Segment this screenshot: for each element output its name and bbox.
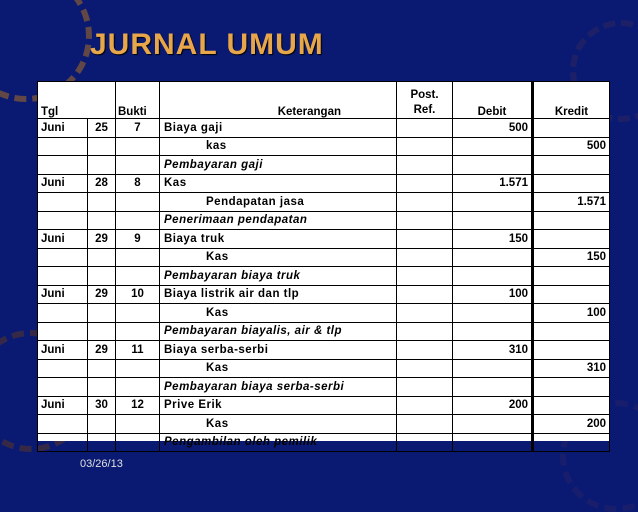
cell-debit: 150 [453, 230, 533, 249]
table-row [38, 211, 610, 230]
cell-bukti: 7 [116, 119, 160, 138]
table-row [38, 304, 610, 323]
cell-post-ref [397, 156, 453, 175]
cell-debit [453, 211, 533, 230]
table-row [38, 415, 610, 434]
table-row [38, 359, 610, 378]
cell-keterangan: Pembayaran biaya truk [160, 267, 397, 286]
cell-post-ref [397, 193, 453, 212]
cell-keterangan: Penerimaan pendapatan [160, 211, 397, 230]
cell-keterangan: Pembayaran biayalis, air & tlp [160, 322, 397, 341]
cell-keterangan: Biaya listrik air dan tlp [160, 285, 397, 304]
cell-kredit [533, 156, 610, 175]
table-row [38, 193, 610, 212]
cell-debit [453, 304, 533, 323]
cell-day [88, 322, 116, 341]
cell-debit: 100 [453, 285, 533, 304]
cell-day: 30 [88, 396, 116, 415]
cell-post-ref [397, 359, 453, 378]
cell-post-ref [397, 396, 453, 415]
cell-debit [453, 433, 533, 452]
cell-bukti [116, 304, 160, 323]
cell-kredit [533, 267, 610, 286]
cell-month [38, 359, 88, 378]
cell-kredit: 200 [533, 415, 610, 434]
cell-keterangan: Biaya serba-serbi [160, 341, 397, 360]
cell-debit [453, 248, 533, 267]
cell-debit [453, 378, 533, 397]
cell-kredit [533, 396, 610, 415]
cell-keterangan: Kas [160, 304, 397, 323]
cell-debit [453, 156, 533, 175]
cell-kredit [533, 119, 610, 138]
cell-bukti [116, 378, 160, 397]
cell-keterangan: Biaya gaji [160, 119, 397, 138]
cell-day [88, 156, 116, 175]
cell-keterangan: Pembayaran gaji [160, 156, 397, 175]
cell-kredit [533, 433, 610, 452]
table-row [38, 378, 610, 397]
cell-day [88, 211, 116, 230]
cell-day: 29 [88, 285, 116, 304]
table-row [38, 119, 610, 138]
cell-month [38, 378, 88, 397]
cell-keterangan: Pendapatan jasa [160, 193, 397, 212]
header-kredit: Kredit [533, 82, 610, 119]
cell-bukti [116, 415, 160, 434]
cell-month [38, 211, 88, 230]
cell-kredit [533, 230, 610, 249]
cell-kredit [533, 378, 610, 397]
cell-bukti: 10 [116, 285, 160, 304]
cell-day [88, 304, 116, 323]
cell-post-ref [397, 248, 453, 267]
cell-day: 29 [88, 230, 116, 249]
slide-title: JURNAL UMUM [90, 28, 324, 61]
cell-debit [453, 415, 533, 434]
header-post-ref-line1: Post. [410, 89, 439, 101]
table-row [38, 267, 610, 286]
table-row [38, 174, 610, 193]
cell-keterangan: Prive Erik [160, 396, 397, 415]
cell-kredit: 500 [533, 137, 610, 156]
cell-post-ref [397, 378, 453, 397]
cell-debit: 1.571 [453, 174, 533, 193]
cell-debit: 200 [453, 396, 533, 415]
cell-bukti [116, 156, 160, 175]
cell-month [38, 193, 88, 212]
cell-kredit [533, 341, 610, 360]
cell-kredit: 100 [533, 304, 610, 323]
cell-day [88, 378, 116, 397]
journal-body [38, 119, 610, 452]
journal-table-container [37, 81, 609, 449]
cell-bukti: 9 [116, 230, 160, 249]
cell-day [88, 137, 116, 156]
cell-day: 28 [88, 174, 116, 193]
cell-bukti [116, 267, 160, 286]
cell-bukti [116, 433, 160, 452]
cell-bukti [116, 248, 160, 267]
cell-keterangan: Kas [160, 359, 397, 378]
cell-post-ref [397, 174, 453, 193]
cell-post-ref [397, 285, 453, 304]
header-post-ref [397, 82, 453, 119]
cell-post-ref [397, 230, 453, 249]
cell-debit [453, 193, 533, 212]
cell-kredit [533, 174, 610, 193]
table-row [38, 341, 610, 360]
table-row [38, 285, 610, 304]
cell-month [38, 433, 88, 452]
cell-month: Juni [38, 174, 88, 193]
cell-day [88, 267, 116, 286]
cell-debit [453, 322, 533, 341]
cell-post-ref [397, 211, 453, 230]
cell-debit [453, 267, 533, 286]
cell-month [38, 267, 88, 286]
cell-bukti: 8 [116, 174, 160, 193]
cell-debit: 310 [453, 341, 533, 360]
cell-keterangan: kas [160, 137, 397, 156]
cell-day [88, 248, 116, 267]
journal-table [37, 81, 610, 452]
header-bukti: Bukti [116, 82, 160, 119]
cell-post-ref [397, 119, 453, 138]
cell-day: 29 [88, 341, 116, 360]
cell-keterangan: Kas [160, 248, 397, 267]
cell-bukti [116, 137, 160, 156]
cell-keterangan: Pengambilan oleh pemilik [160, 433, 397, 452]
cell-post-ref [397, 304, 453, 323]
table-row [38, 433, 610, 452]
table-row [38, 156, 610, 175]
cell-bukti [116, 193, 160, 212]
header-tgl: Tgl [38, 82, 116, 119]
header-debit: Debit [453, 82, 533, 119]
cell-bukti: 11 [116, 341, 160, 360]
cell-post-ref [397, 433, 453, 452]
cell-keterangan: Pembayaran biaya serba-serbi [160, 378, 397, 397]
cell-post-ref [397, 137, 453, 156]
cell-debit [453, 137, 533, 156]
cell-post-ref [397, 267, 453, 286]
cell-day [88, 359, 116, 378]
cell-post-ref [397, 415, 453, 434]
cell-kredit: 310 [533, 359, 610, 378]
cell-kredit: 1.571 [533, 193, 610, 212]
cell-month: Juni [38, 230, 88, 249]
header-keterangan: Keterangan [160, 82, 397, 119]
cell-bukti [116, 322, 160, 341]
cell-day [88, 193, 116, 212]
cell-keterangan: Biaya truk [160, 230, 397, 249]
slide-date: 03/26/13 [80, 458, 123, 470]
cell-post-ref [397, 322, 453, 341]
cell-month: Juni [38, 341, 88, 360]
cell-bukti [116, 359, 160, 378]
cell-month [38, 137, 88, 156]
table-row [38, 396, 610, 415]
cell-month: Juni [38, 396, 88, 415]
cell-kredit [533, 211, 610, 230]
cell-debit [453, 359, 533, 378]
cell-day: 25 [88, 119, 116, 138]
cell-bukti: 12 [116, 396, 160, 415]
cell-month: Juni [38, 119, 88, 138]
table-row [38, 322, 610, 341]
cell-month [38, 156, 88, 175]
table-header-row [38, 82, 610, 119]
cell-month [38, 304, 88, 323]
cell-debit: 500 [453, 119, 533, 138]
cell-month [38, 415, 88, 434]
table-row [38, 230, 610, 249]
cell-day [88, 433, 116, 452]
cell-month [38, 322, 88, 341]
cell-post-ref [397, 341, 453, 360]
cell-month: Juni [38, 285, 88, 304]
cell-kredit: 150 [533, 248, 610, 267]
cell-kredit [533, 322, 610, 341]
table-row [38, 248, 610, 267]
table-row [38, 137, 610, 156]
header-post-ref-line2: Ref. [413, 104, 436, 116]
cell-day [88, 415, 116, 434]
cell-kredit [533, 285, 610, 304]
cell-month [38, 248, 88, 267]
cell-keterangan: Kas [160, 415, 397, 434]
cell-bukti [116, 211, 160, 230]
cell-keterangan: Kas [160, 174, 397, 193]
